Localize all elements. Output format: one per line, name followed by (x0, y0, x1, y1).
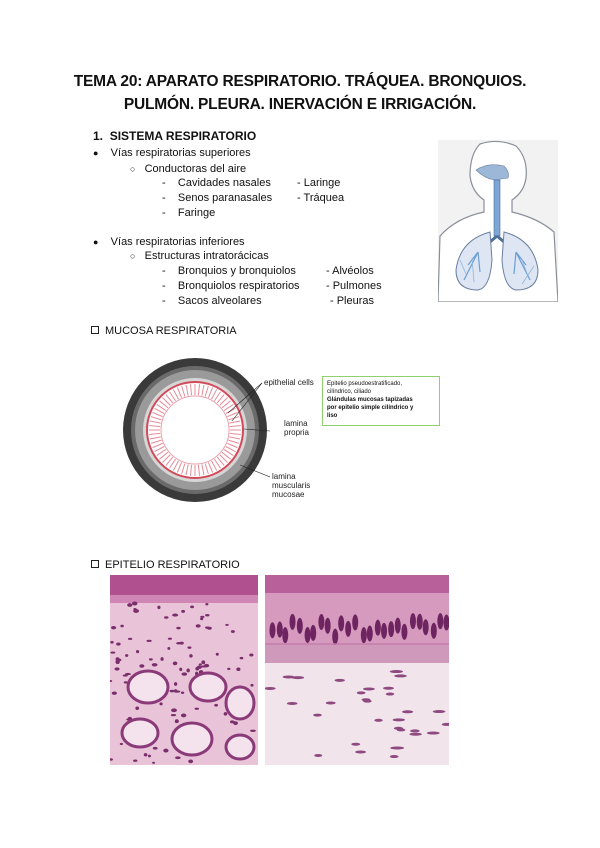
stroma-nucleus (433, 710, 446, 713)
list-item-text: Senos paranasales (177, 192, 273, 204)
nucleus (325, 618, 331, 634)
nucleus (367, 626, 373, 642)
nucleus (236, 667, 240, 671)
stroma-nucleus (374, 719, 382, 722)
label-line: lamina (272, 472, 296, 481)
nucleus (110, 641, 113, 644)
nucleus (182, 672, 188, 675)
nucleus (205, 626, 210, 628)
nucleus (332, 629, 338, 645)
sub-lower (130, 249, 269, 263)
nucleus (401, 624, 407, 640)
nucleus (233, 721, 238, 725)
histology-micrograph-left (110, 575, 258, 765)
nucleus (135, 706, 139, 709)
nucleus (173, 661, 178, 665)
list-item: - Pleuras (330, 295, 375, 307)
stroma-nucleus (386, 693, 395, 696)
stroma-nucleus (409, 733, 421, 736)
nucleus (120, 625, 123, 628)
nucleus (120, 743, 123, 745)
nucleus (181, 691, 184, 693)
nucleus (345, 621, 351, 637)
nucleus (250, 730, 256, 732)
callout-box (322, 376, 440, 426)
nucleus (171, 714, 176, 716)
nucleus (361, 627, 367, 643)
nucleus (352, 614, 358, 630)
stroma-nucleus (363, 700, 372, 703)
list-item: - Cavidades nasales (162, 177, 271, 189)
nucleus (195, 708, 199, 710)
circle-bullet-icon: ○ (130, 251, 136, 261)
sub-lower-label: Estructuras intratorácicas (144, 250, 269, 262)
stroma-nucleus (357, 691, 366, 694)
nucleus (153, 747, 158, 750)
nucleus (338, 615, 344, 631)
nucleus (189, 654, 192, 658)
nucleus (205, 614, 209, 616)
callout-line: por epitelio simple cilíndrico y (327, 405, 414, 411)
section-title: SISTEMA RESPIRATORIO (109, 129, 257, 143)
nucleus (231, 630, 235, 633)
nucleus (133, 608, 136, 610)
section-number: 1. (93, 129, 104, 143)
nucleus (123, 674, 128, 676)
nucleus (175, 719, 179, 723)
nucleus (227, 668, 230, 670)
stroma-nucleus (363, 687, 375, 690)
nucleus (318, 614, 324, 630)
bullet-lower (93, 235, 245, 249)
callout-line: liso (327, 413, 338, 419)
stroma-nucleus (314, 754, 322, 757)
nucleus (188, 760, 193, 764)
nucleus (388, 621, 394, 637)
nucleus (290, 614, 296, 630)
nucleus (110, 652, 115, 654)
document-title (0, 70, 600, 116)
nucleus (190, 605, 194, 608)
nucleus (437, 613, 443, 629)
stroma-nucleus (355, 750, 366, 753)
nucleus (136, 650, 139, 653)
nucleus (139, 664, 144, 667)
nucleus (201, 665, 207, 667)
nucleus (125, 654, 128, 657)
callout-line: cilíndrico, ciliado (327, 389, 372, 395)
stroma-nucleus (393, 718, 405, 721)
list-item: - Laringe (297, 177, 341, 189)
nucleus (172, 614, 178, 617)
nucleus (187, 646, 191, 648)
nucleus (196, 624, 201, 627)
nucleus (186, 669, 189, 673)
nucleus (249, 653, 253, 656)
list-item: - Pulmones (326, 280, 382, 292)
stroma-nucleus (390, 746, 404, 749)
stroma-nucleus (313, 714, 322, 717)
nucleus (417, 614, 423, 630)
stroma-nucleus (394, 674, 407, 677)
nucleus (176, 627, 180, 630)
nucleus (250, 684, 253, 687)
nucleus (305, 627, 311, 643)
nucleus (201, 660, 205, 664)
nucleus (199, 663, 202, 665)
mucosa-cross-section-diagram (120, 355, 270, 505)
callout-line: Epitelio pseudoestratificado, (327, 381, 403, 387)
nucleus (176, 642, 181, 645)
nucleus (144, 753, 148, 756)
list-item-text: Bronquios y bronquiolos (177, 265, 296, 277)
stroma-nucleus (410, 729, 420, 732)
nucleus (216, 653, 219, 656)
stroma-nucleus (390, 755, 399, 758)
label-epithelial-cells: epithelial cells (264, 378, 314, 387)
sub-upper (130, 162, 246, 176)
section-heading-1 (93, 129, 256, 143)
stroma-nucleus (335, 679, 345, 682)
histology-micrograph-right (265, 575, 449, 765)
nucleus (127, 603, 132, 607)
nucleus (116, 643, 120, 646)
checkbox-square-icon (91, 560, 99, 568)
nucleus (133, 759, 137, 761)
nucleus (395, 618, 401, 634)
stroma-nucleus (383, 687, 394, 690)
nucleus (269, 622, 275, 638)
nucleus (128, 638, 132, 640)
section-title: EPITELIO RESPIRATORIO (105, 559, 240, 571)
nucleus (224, 712, 228, 715)
nucleus (111, 626, 116, 629)
nucleus (116, 657, 120, 661)
label-line: lamina (284, 419, 308, 428)
nucleus (152, 762, 155, 764)
list-item-text: Sacos alveolares (177, 295, 262, 307)
stroma-nucleus (390, 670, 403, 673)
nucleus (431, 623, 437, 639)
nucleus (423, 619, 429, 635)
list-item: - Senos paranasales (162, 192, 273, 204)
list-item: - Sacos alveolares (162, 295, 262, 307)
stroma-nucleus (402, 710, 413, 713)
label-lamina-propria (284, 419, 309, 437)
nucleus (410, 613, 416, 629)
stroma-nucleus (351, 743, 360, 746)
nucleus (200, 616, 204, 618)
nucleus (152, 663, 158, 666)
nucleus (181, 610, 185, 613)
sub-upper-label: Conductoras del aire (144, 163, 247, 175)
nucleus (146, 640, 151, 642)
section-heading-2 (91, 324, 237, 338)
nucleus (163, 749, 168, 753)
stroma-nucleus (326, 701, 336, 704)
nucleus (159, 702, 162, 705)
bullet-lower-label: Vías respiratorias inferiores (110, 236, 245, 248)
nucleus (181, 714, 186, 718)
bullet-upper (93, 146, 251, 160)
nucleus (174, 689, 177, 693)
nucleus (205, 603, 208, 605)
nucleus (170, 690, 175, 693)
list-item: - Faringe (162, 207, 216, 219)
nucleus (179, 668, 182, 672)
nucleus (164, 616, 169, 618)
list-item-text: Faringe (177, 207, 216, 219)
nucleus (157, 606, 160, 609)
list-item: - Bronquios y bronquiolos (162, 265, 296, 277)
circle-bullet-icon: ○ (130, 164, 136, 174)
section-title: MUCOSA RESPIRATORIA (105, 325, 237, 337)
nucleus (175, 756, 181, 759)
nucleus (171, 708, 177, 712)
nucleus (282, 627, 288, 643)
list-item-text: Bronquiolos respiratorios (177, 280, 300, 292)
bullet-upper-label: Vías respiratorias superiores (110, 147, 251, 159)
stroma-nucleus (394, 727, 403, 730)
label-line: mucosae (272, 490, 305, 499)
nucleus (197, 666, 202, 669)
list-item: - Bronquiolos respiratorios (162, 280, 300, 292)
nucleus (375, 620, 381, 636)
nucleus (310, 625, 316, 641)
title-line-2: PULMÓN. PLEURA. INERVACIÓN E IRRIGACIÓN. (123, 96, 477, 113)
bullet-dot-icon: ● (93, 148, 99, 158)
nucleus (112, 692, 117, 695)
label-line: muscularis (272, 481, 311, 490)
section-heading-3 (91, 558, 240, 572)
nucleus (149, 658, 153, 660)
label-lamina-muscularis (272, 472, 310, 499)
label-line: propria (284, 428, 309, 437)
nucleus (225, 624, 228, 626)
list-item-text: Cavidades nasales (177, 177, 271, 189)
nucleus (160, 657, 163, 661)
list-item: - Alvéolos (326, 265, 374, 277)
checkbox-square-icon (91, 326, 99, 334)
nucleus (297, 618, 303, 634)
nucleus (240, 657, 244, 659)
stroma-nucleus (427, 732, 440, 735)
nucleus (115, 667, 120, 670)
nucleus (132, 601, 138, 605)
callout-line: Glándulas mucosas tapizadas (327, 397, 413, 403)
nucleus (148, 755, 151, 758)
nucleus (214, 704, 218, 707)
title-line-1: TEMA 20: APARATO RESPIRATORIO. TRÁQUEA. BRONQUIOS. (73, 73, 527, 90)
nucleus (168, 638, 172, 640)
nucleus (167, 647, 170, 650)
bullet-dot-icon: ● (93, 237, 99, 247)
stroma-nucleus (287, 702, 298, 705)
stroma-nucleus (291, 676, 304, 679)
nucleus (381, 623, 387, 639)
list-item: - Tráquea (297, 192, 345, 204)
respiratory-system-illustration (438, 140, 558, 302)
nucleus (277, 622, 283, 638)
nucleus (200, 618, 203, 621)
nucleus (174, 682, 177, 686)
